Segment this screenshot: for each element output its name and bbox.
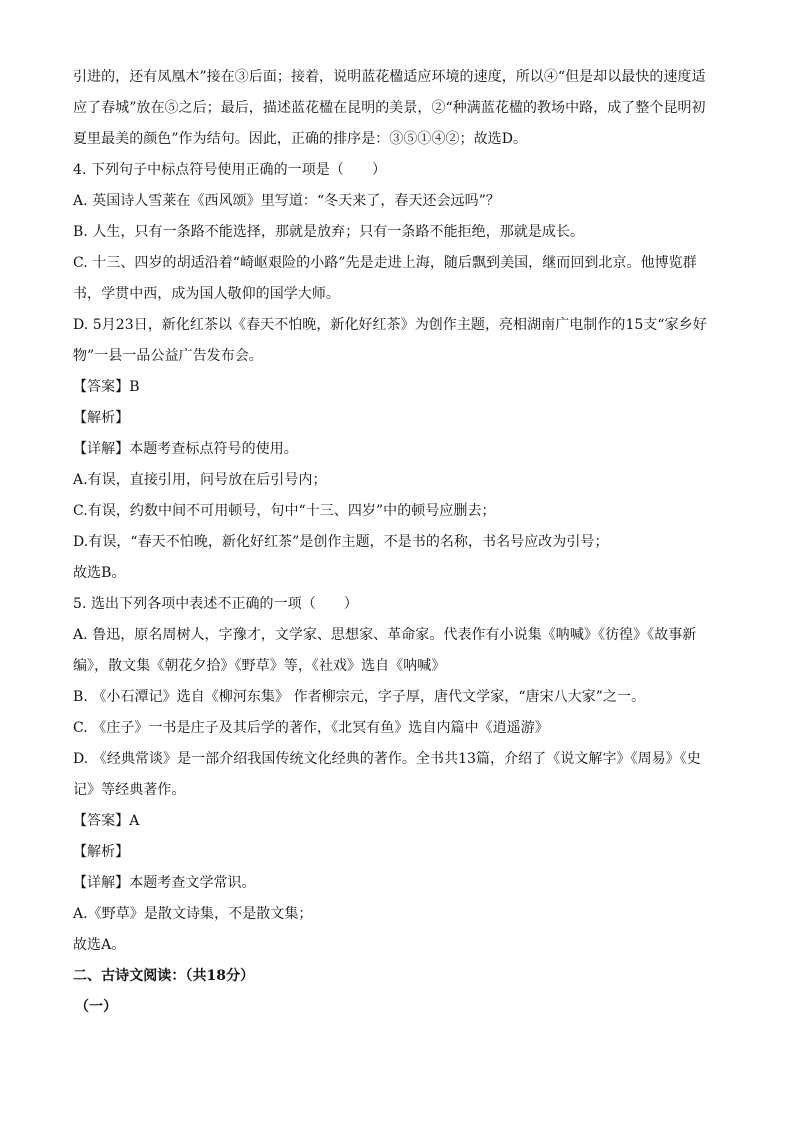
explanation-line: C.有误，约数中间不可用顿号，句中“十三、四岁”中的顿号应删去； [73, 503, 496, 519]
explanation-line: A.《野草》是散文诗集，不是散文集； [73, 906, 313, 922]
question-4-option-c-cont: 书，学贯中西，成为国人敬仰的国学大师。 [73, 286, 340, 302]
question-5-option-b: B. 《小石潭记》选自《柳河东集》 作者柳宗元，字子厚，唐代文学家，“唐宋八大家”之一。 [73, 689, 646, 705]
question-4-option-c: C. 十三、四岁的胡适沿着“崎岖艰险的小路”先是走进上海，随后飘到美国，继而回到北京。他博览群 [73, 255, 697, 271]
question-4-option-d-cont: 物”一县一品公益广告发布会。 [73, 348, 263, 364]
analysis-label: 【解析】 [73, 410, 130, 426]
question-4-option-b: B. 人生，只有一条路不能选择，那就是放弃；只有一条路不能拒绝，那就是成长。 [73, 224, 585, 240]
question-5-option-a-cont: 编》，散文集《朝花夕拾》《野草》等，《社戏》选自《呐喊》 [73, 658, 446, 674]
explanation-line: D.有误，“春天不怕晚，新化好红茶”是创作主题，不是书的名称，书名号应改为引号； [73, 534, 609, 550]
question-4-stem: 4. 下列句子中标点符号使用正确的一项是（ ） [73, 162, 387, 178]
answer-label: 【答案】B [73, 379, 140, 395]
question-5-option-d-cont: 记》等经典著作。 [73, 782, 186, 798]
question-5-stem: 5. 选出下列各项中表述不正确的一项（ ） [73, 596, 358, 612]
answer-label: 【答案】A [73, 813, 140, 829]
analysis-label: 【解析】 [73, 844, 130, 860]
text-line: 引进的，还有凤凰木”接在③后面；接着，说明蓝花楹适应环境的速度，所以④“但是却以最快的速度适 [73, 69, 706, 85]
choice-conclusion: 故选B。 [73, 565, 126, 581]
subsection-heading: （一） [75, 999, 118, 1015]
text-line: 应了春城”放在⑤之后；最后，描述蓝花楹在昆明的美景，②“种满蓝花楹的教场中路，成了整个昆明初 [73, 100, 706, 116]
explanation-line: A.有误，直接引用，问号放在后引号内； [73, 472, 327, 488]
detail-explanation: 【详解】本题考查文学常识。 [73, 875, 256, 891]
choice-conclusion: 故选A。 [73, 937, 126, 953]
section-heading: 二、古诗文阅读：（共18分） [73, 968, 255, 984]
detail-explanation: 【详解】本题考查标点符号的使用。 [73, 441, 298, 457]
question-5-option-c: C. 《庄子》一书是庄子及其后学的著作，《北冥有鱼》选自内篇中《逍遥游》 [73, 720, 549, 736]
question-5-option-d: D. 《经典常谈》是一部介绍我国传统文化经典的著作。全书共13篇，介绍了《说文解字》《周易》《史 [73, 751, 701, 767]
text-line: 夏里最美的颜色”作为结句。因此，正确的排序是：③⑤①④②；故选D。 [73, 131, 528, 147]
question-4-option-a: A. 英国诗人雪莱在《西风颂》里写道：“冬天来了，春天还会远吗”？ [73, 193, 500, 209]
document-page [73, 62, 729, 1023]
question-5-option-a: A. 鲁迅，原名周树人，字豫才，文学家、思想家、革命家。代表作有小说集《呐喊》《彷徨》《故事新 [73, 627, 697, 643]
question-4-option-d: D. 5月23日，新化红茶以《春天不怕晚，新化好红茶》为创作主题，亮相湖南广电制作的15支“家乡好 [73, 317, 707, 333]
